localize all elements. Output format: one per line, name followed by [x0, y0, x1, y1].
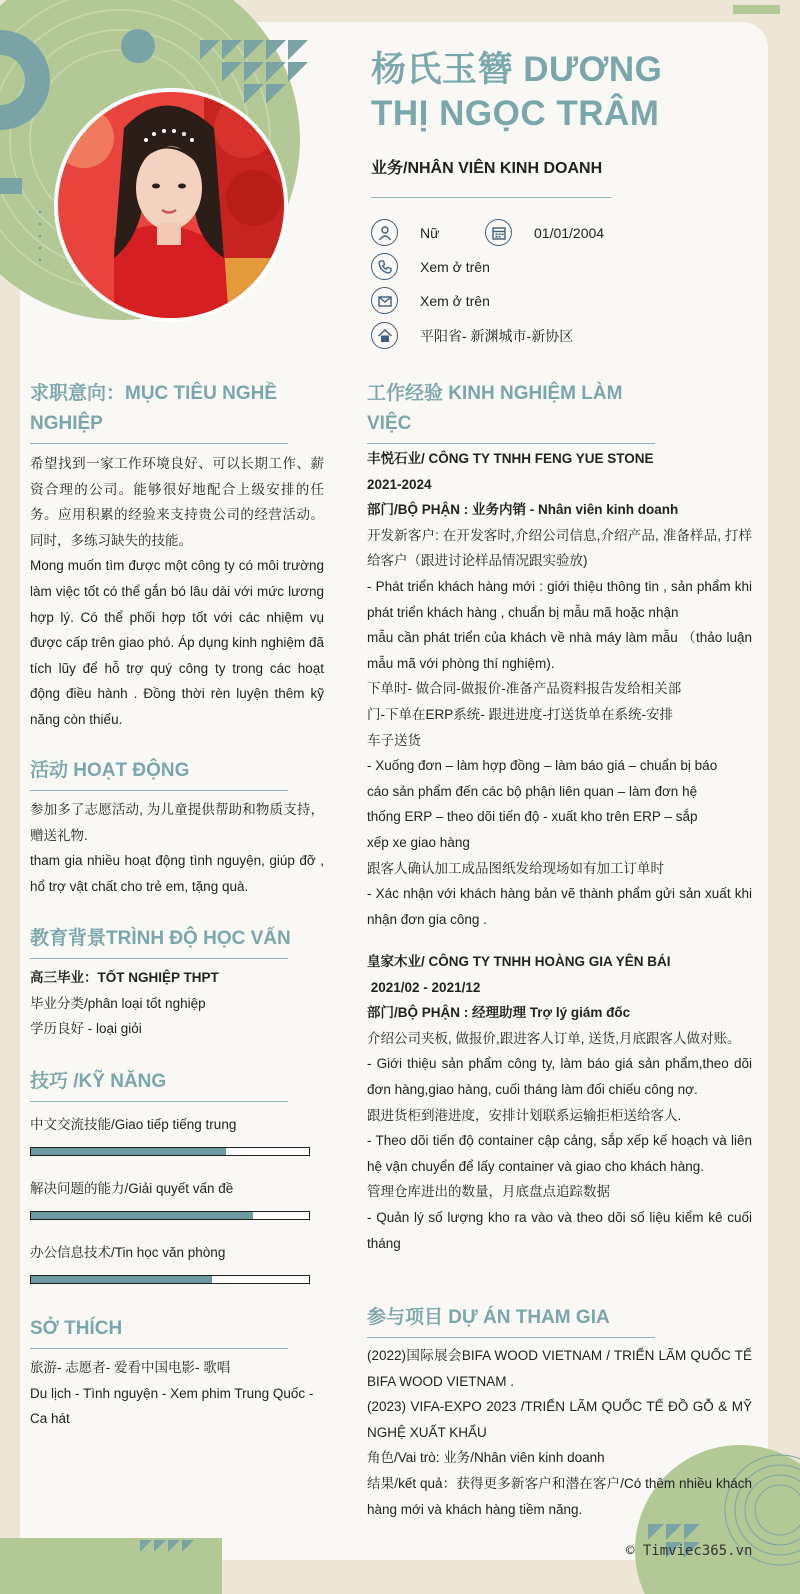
job-1-line: - Xác nhận với khách hàng bản vẽ thành phẩm gửi sản xuất khi nhận đơn gia công .	[367, 886, 752, 927]
avatar	[54, 88, 288, 322]
job-1-line: - Xuống đơn – làm hợp đồng – làm báo giá – chuẩn bị báo	[367, 758, 718, 774]
gender-value: Nữ	[420, 224, 440, 241]
skill-fill-2	[31, 1212, 253, 1219]
name-line-1: 杨氏玉簪 DƯƠNG	[371, 50, 663, 89]
job-1-line: mẫu cần phát triển của khách về nhà máy làm mẫu （thảo luận mẫu mã với phòng thí nghiệm).	[367, 630, 752, 671]
objective-divider	[30, 443, 288, 444]
job-1-line: 开发新客户: 在开发客时,介绍公司信息,介绍产品, 准备样品, 打样给客户（跟进讨论样品情况跟实验放)	[367, 527, 752, 569]
education-text	[30, 965, 324, 1042]
dob-value: 01/01/2004	[534, 224, 605, 241]
objective-title	[30, 379, 330, 439]
projects-divider	[367, 1337, 655, 1338]
experience-divider	[367, 443, 655, 444]
activities-divider	[30, 790, 288, 791]
skill-bar-1	[30, 1147, 310, 1156]
job-2-line: 跟进货柜到港进度，安排计划联系运输拒柜送给客人.	[367, 1107, 682, 1123]
skill-label-2: 解决问题的能力/Giải quyết vấn đề	[30, 1181, 234, 1196]
bottom-left-decoration	[0, 1538, 230, 1594]
job-2-line: 管理仓库进出的数量，月底盘点追踪数据	[367, 1184, 610, 1200]
job-1-company: 丰悦石业/ CÔNG TY TNHH FENG YUE STONE	[367, 451, 654, 466]
projects-text	[367, 1343, 752, 1522]
skill-bar-2	[30, 1211, 310, 1220]
skill-label-1: 中文交流技能/Giao tiếp tiếng trung	[30, 1117, 237, 1132]
skills-title: 技巧 /KỸ NĂNG	[30, 1071, 167, 1092]
project-line: (2023) VIFA-EXPO 2023 /TRIỂN LÃM QUỐC TẾ ĐỒ GỖ & MỸ NGHỆ XUẤT KHẨU	[367, 1399, 752, 1440]
job-2-dept: 部门/BỘ PHẬN : 经理助理 Trợ lý giám đốc	[367, 1005, 631, 1021]
calendar-icon	[485, 219, 512, 246]
candidate-name	[371, 48, 771, 136]
hobbies-divider	[30, 1348, 288, 1349]
skill-bar-3	[30, 1275, 310, 1284]
job-1-period: 2021-2024	[367, 476, 432, 492]
project-line: 角色/Vai trò: 业务/Nhân viên kinh doanh	[367, 1450, 605, 1466]
hobbies-text	[30, 1355, 326, 1432]
skill-fill-1	[31, 1148, 226, 1155]
education-line1: 毕业分类/phân loại tốt nghiệp	[30, 995, 206, 1011]
objective-vi: Mong muốn tìm được một công ty có môi trường làm việc tốt có thể gắn bó lâu dài với mức lương hợp lý. Có thể phối hợp tốt với các nhiệm vụ được cấp trên giao phó. Áp dụng kinh nghiệm đã tích lũy để hỗ trợ quý công ty trong các hoạt động điều hành . Đồng thời rèn luyện thêm kỹ năng còn thiếu.	[30, 558, 324, 727]
job-2-line: - Quản lý số lượng kho ra vào và theo dõi số liệu kiểm kê cuối tháng	[367, 1209, 752, 1251]
header-divider	[371, 197, 611, 198]
education-degree: 高三毕业：TỐT NGHIỆP THPT	[30, 970, 219, 985]
skill-label-3: 办公信息技术/Tin học văn phòng	[30, 1245, 226, 1260]
objective-title-line2: NGHIỆP	[30, 413, 103, 434]
education-divider	[30, 958, 288, 959]
top-right-decoration	[733, 0, 780, 14]
experience-title	[367, 379, 697, 439]
phone-row	[371, 253, 490, 280]
hobbies-title: SỞ THÍCH	[30, 1318, 123, 1339]
job-2	[367, 949, 752, 1256]
job-2-line: - Theo dõi tiến độ container cập cảng, sắp xếp kế hoạch và liên hệ vận chuyển để lấy container và giao cho khách hàng.	[367, 1133, 752, 1174]
watermark: © Timviec365.vn	[626, 1543, 753, 1559]
address-row	[371, 322, 573, 349]
name-line-2: THỊ NGỌC TRÂM	[371, 94, 660, 133]
address-value: 平阳省- 新渊城市-新协区	[420, 327, 574, 344]
project-line: 结果/kết quả：获得更多新客户和潜在客户/Có thêm nhiều khách hàng mới và khách hàng tiềm năng.	[367, 1475, 752, 1517]
dob-row	[485, 219, 604, 246]
activities-title: 活动 HOẠT ĐỘNG	[30, 760, 190, 781]
email-row	[371, 287, 490, 314]
job-1-line: 跟客人确认加工成品图纸发给现场如有加工订单时	[367, 860, 664, 876]
experience-title-line2: VIỆC	[367, 413, 412, 434]
job-2-period: 2021/02 - 2021/12	[367, 979, 481, 995]
job-2-line: - Giới thiệu sản phẩm công ty, làm báo giá sản phẩm,theo dõi đơn hàng,giao hàng, cuối tháng làm đối chiếu công nợ.	[367, 1056, 752, 1097]
phone-value: Xem ở trên	[420, 258, 490, 275]
job-1-line: 下单时- 做合同-做报价-准备产品资料报告发给相关部	[367, 681, 682, 697]
job-2-line: 介绍公司夹板, 做报价,跟进客人订单, 送货,月底跟客人做对账。	[367, 1030, 741, 1046]
objective-title-line1: 求职意向：MỤC TIÊU NGHỀ	[30, 383, 278, 404]
experience-title-line1: 工作经验 KINH NGHIỆM LÀM	[367, 383, 623, 404]
project-line: (2022)国际展会BIFA WOOD VIETNAM / TRIỂN LÃM QUỐC TẾ BIFA WOOD VIETNAM .	[367, 1348, 752, 1389]
phone-icon	[371, 253, 398, 280]
activities-text	[30, 797, 324, 899]
job-1-line: 车子送货	[367, 732, 421, 748]
activities-vi: tham gia nhiều hoạt động tình nguyện, giúp đỡ , hổ trợ vật chất cho trẻ em, tặng quà.	[30, 853, 324, 894]
objective-zh: 希望找到一家工作环境良好、可以长期工作、薪资合理的公司。能够很好地配合上级安排的任务。应用积累的经验来支持贵公司的经营活动。同时，多练习缺失的技能。	[30, 456, 324, 548]
job-2-company: 皇家木业/ CÔNG TY TNHH HOÀNG GIA YÊN BÁI	[367, 954, 671, 969]
person-icon	[371, 219, 398, 246]
education-line2: 学历良好 - loại giỏi	[30, 1021, 142, 1037]
job-1-dept: 部门/BỘ PHẬN : 业务内销 - Nhân viên kinh doanh	[367, 502, 679, 518]
job-1-line: xếp xe giao hàng	[367, 834, 470, 850]
hobbies-vi: Du lịch - Tình nguyện - Xem phim Trung Quốc - Ca hát	[30, 1385, 314, 1427]
objective-text	[30, 451, 324, 733]
job-1	[367, 446, 752, 932]
skills-divider	[30, 1101, 288, 1102]
email-value: Xem ở trên	[420, 292, 490, 309]
hobbies-zh: 旅游- 志愿者- 爱看中国电影- 歌唱	[30, 1360, 231, 1375]
job-1-line: thống ERP – theo dõi tiến độ - xuất kho trên ERP – sắp	[367, 809, 698, 825]
mail-icon	[371, 287, 398, 314]
job-1-line: - Phát triển khách hàng mới : giới thiệu thông tin , sản phẩm khi phát triển khách hàng , chuẩn bị mẫu mã hoặc nhận	[367, 578, 752, 620]
gender-row	[371, 219, 439, 246]
job-title: 业务/NHÂN VIÊN KINH DOANH	[371, 160, 603, 177]
skill-fill-3	[31, 1276, 212, 1283]
job-1-line: 门-下单在ERP系统- 跟进进度-打送货单在系统-安排	[367, 706, 673, 722]
home-icon	[371, 322, 398, 349]
education-title: 教育背景TRÌNH ĐỘ HỌC VẤN	[30, 928, 291, 949]
activities-zh: 参加多了志愿活动, 为儿童提供帮助和物质支持，赠送礼物.	[30, 802, 324, 843]
job-1-line: cáo sản phẩm đến các bộ phận liên quan – làm đơn hệ	[367, 783, 698, 799]
projects-title: 参与项目 DỰ ÁN THAM GIA	[367, 1307, 610, 1328]
